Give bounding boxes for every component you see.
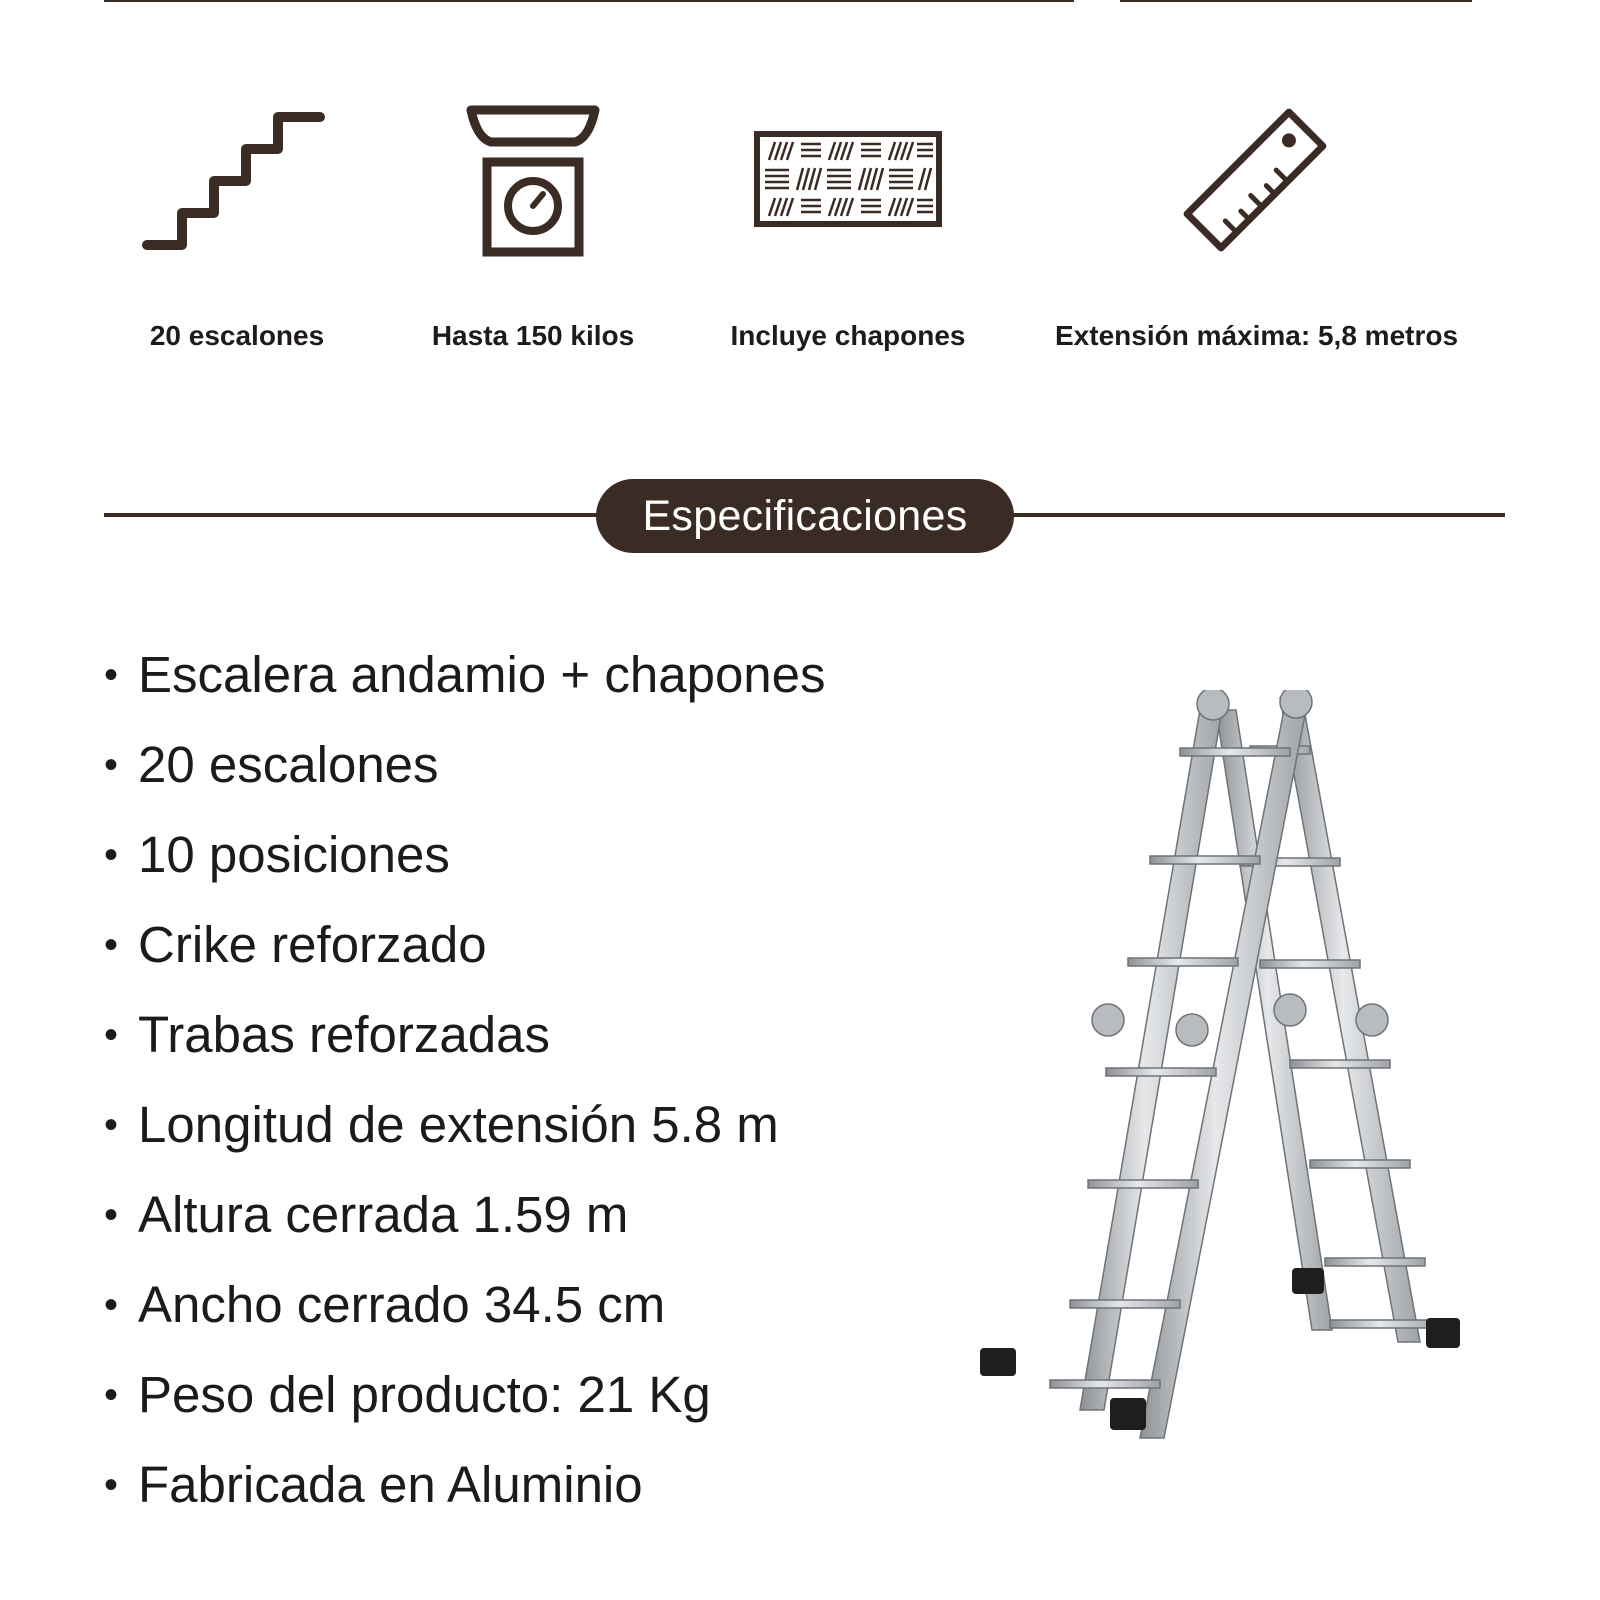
feature-steps — [87, 100, 387, 351]
feature-label: Incluye chapones — [730, 320, 966, 351]
section-title: Especificaciones — [596, 479, 1014, 553]
spec-item: • Peso del producto: 21 Kg — [104, 1366, 711, 1423]
feature-plates — [698, 100, 998, 351]
spec-item: • Fabricada en Aluminio — [104, 1456, 643, 1513]
spec-item: • Altura cerrada 1.59 m — [104, 1186, 629, 1243]
section-divider-left — [104, 513, 604, 517]
feature-label: 20 escalones — [149, 320, 325, 351]
spec-item: • Ancho cerrado 34.5 cm — [104, 1276, 666, 1333]
feature-label: Extensión máxima: 5,8 metros — [1055, 320, 1459, 351]
section-divider-right — [1000, 513, 1505, 517]
ladder-product-image — [980, 690, 1500, 1495]
spec-item: • 10 posiciones — [104, 826, 450, 883]
spec-item: • Trabas reforzadas — [104, 1006, 550, 1063]
feature-label: Hasta 150 kilos — [431, 320, 635, 351]
spec-item: • 20 escalones — [104, 736, 439, 793]
spec-item: • Longitud de extensión 5.8 m — [104, 1096, 779, 1153]
stairs-icon — [87, 100, 387, 260]
spec-list — [104, 630, 826, 1530]
ruler-icon — [1055, 100, 1455, 260]
scale-icon — [383, 100, 683, 260]
spec-item: • Crike reforzado — [104, 916, 487, 973]
top-divider-left — [104, 0, 1074, 2]
spec-item: • Escalera andamio + chapones — [104, 646, 826, 703]
feature-extension — [1055, 100, 1459, 351]
tread-plate-icon — [698, 100, 998, 260]
feature-capacity — [383, 100, 683, 351]
top-divider-right — [1120, 0, 1472, 2]
